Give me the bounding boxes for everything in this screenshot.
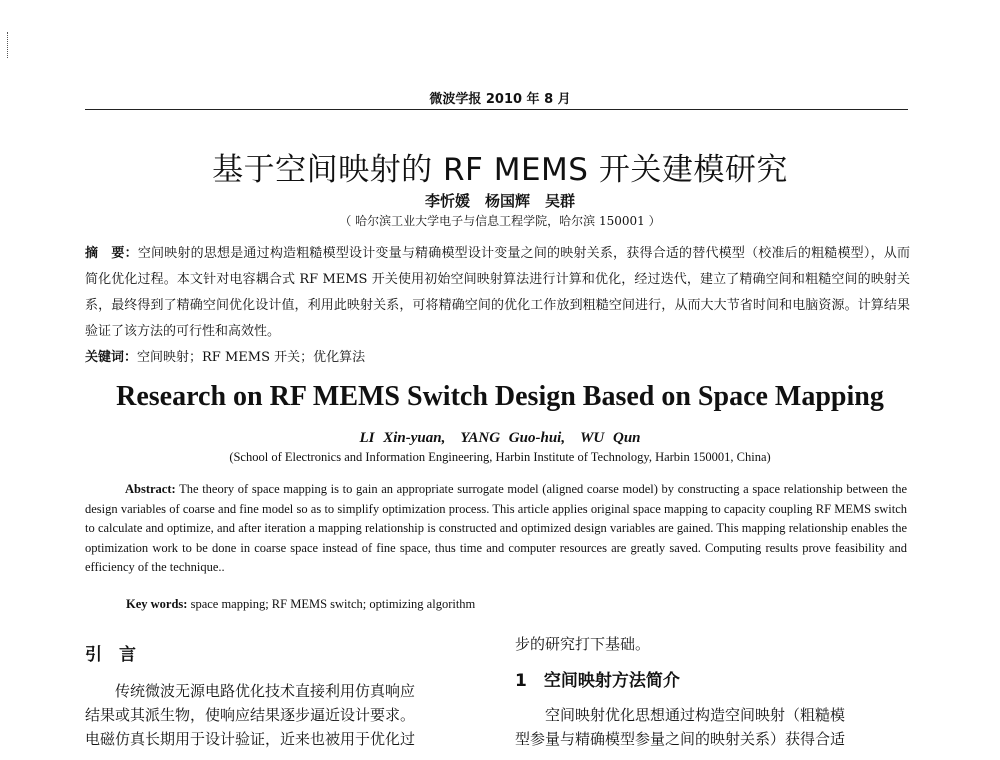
english-abstract [85, 480, 907, 578]
intro-line-1: 传统微波无源电路优化技术直接利用仿真响应 [115, 682, 416, 700]
body-left-column [85, 622, 495, 751]
chinese-keywords [85, 346, 910, 365]
english-keywords [126, 597, 906, 612]
english-title: Research on RF MEMS Switch Design Based on Space Mapping [116, 381, 884, 412]
chinese-keywords-text: 空间映射；RF MEMS 开关；优化算法 [137, 350, 366, 365]
section-1-heading: 1 空间映射方法简介 [515, 671, 680, 691]
header-rule [85, 109, 908, 110]
body-right-column [515, 622, 910, 751]
chinese-affiliation: （ 哈尔滨工业大学电子与信息工程学院，哈尔滨 150001 ） [339, 214, 661, 228]
section-1-line-2: 型参量与精确模型参量之间的映射关系）获得合适 [515, 730, 846, 748]
chinese-abstract-text: 空间映射的思想是通过构造粗糙模型设计变量与精确模型设计变量之间的映射关系，获得合适的替代模型（校准后的粗糙模型），从而简化优化过程。本文针对电容耦合式 RF MEMS 开关使用初始空间映射算法进行计算和优化，经过迭代，建立了精确空间和粗糙空间的映射关系，最终得到了精确空间优化设计值，利用此映射关系，可将精确空间的优化工作放到粗糙空间进行，从而大大节省时间和电脑资源。计算结果验证了该方法的可行性和高效性。 [85, 246, 910, 339]
section-1-line-1: 空间映射优化思想通过构造空间映射（粗糙模 [545, 706, 846, 724]
english-authors: LI Xin-yuan, YANG Guo-hui, WU Qun [359, 430, 641, 446]
chinese-abstract-label: 摘 要： [85, 246, 138, 261]
intro-line-3: 电磁仿真长期用于设计验证，近来也被用于优化过 [85, 730, 416, 748]
english-abstract-text: The theory of space mapping is to gain an appropriate surrogate model (aligned coarse model) by constructing a space relationship between the design variables of coarse and fine model so as to simplify optimization process. This article applies original space mapping to capacity coupling RF MEMS switch to calculate and optimize, and after iteration a mapping relationship is constructed and optimized design variables are gained. This mapping relationship enables the optimization work to be done in coarse space instead of fine space, thus time and computer resources are greatly saved. Computing results prove feasibility and efficiency of the technique.. [85, 482, 907, 574]
intro-line-2: 结果或其派生物，使响应结果逐步逼近设计要求。 [85, 706, 416, 724]
english-keywords-label: Key words: [126, 597, 188, 611]
english-abstract-label: Abstract: [125, 482, 176, 496]
chinese-keywords-label: 关键词： [85, 350, 138, 365]
scan-artifact [7, 32, 10, 58]
intro-heading: 引 言 [85, 645, 136, 665]
english-keywords-text: space mapping; RF MEMS switch; optimizing algorithm [190, 597, 476, 611]
english-affiliation: (School of Electronics and Information Engineering, Harbin Institute of Technology, Harbin 150001, China) [229, 450, 771, 464]
continuation-line: 步的研究打下基础。 [515, 635, 651, 653]
journal-header: 微波学报 2010 年 8 月 [429, 92, 571, 107]
chinese-abstract [85, 241, 910, 345]
chinese-authors: 李忻媛 杨国辉 吴群 [424, 192, 575, 210]
chinese-title: 基于空间映射的 RF MEMS 开关建模研究 [212, 152, 788, 188]
